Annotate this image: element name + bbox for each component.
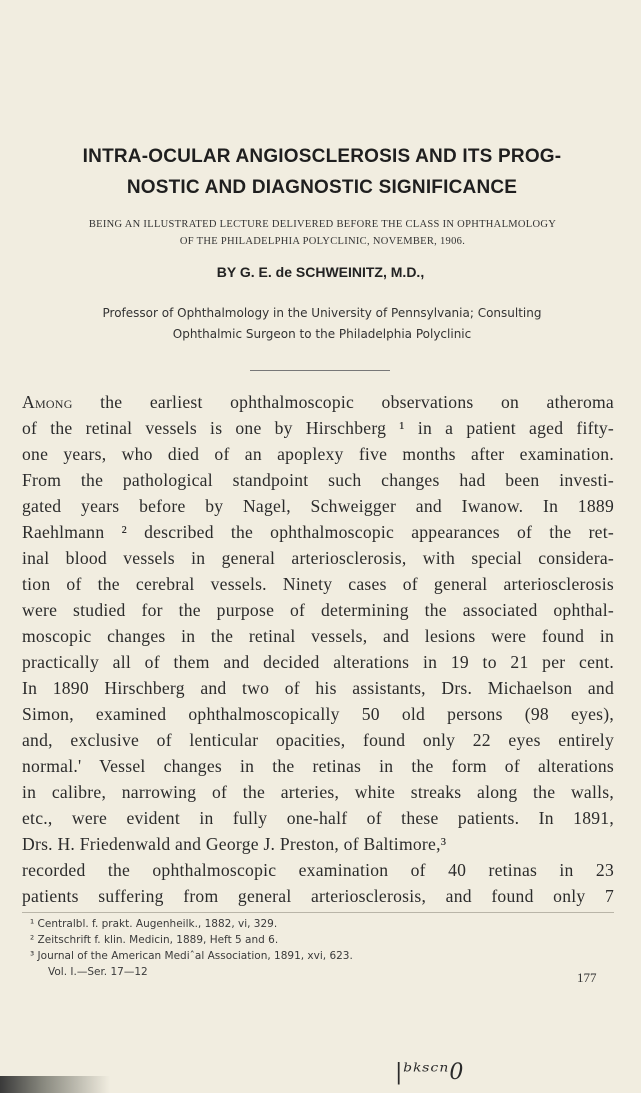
scan-edge-smudge xyxy=(0,1076,110,1093)
body-line: In 1890 Hirschberg and two of his assistants, Drs. Michaelson and xyxy=(22,678,614,698)
author-byline: BY G. E. de SCHWEINITZ, M.D., xyxy=(216,264,425,280)
body-line-1-rest: the earliest ophthalmoscopic observations on atheroma xyxy=(72,392,614,412)
article-title-line-1: INTRA-OCULAR ANGIOSCLEROSIS AND ITS PROG- xyxy=(82,146,562,167)
page-number: 177 xyxy=(577,970,597,985)
footnote-divider xyxy=(22,912,614,913)
footnote-2: ² Zeitschrift f. klin. Medicin, 1889, Heft 5 and 6. xyxy=(30,934,279,946)
article-title-line-2: NOSTIC AND DIAGNOSTIC SIGNIFICANCE xyxy=(126,177,518,198)
body-line: patients suffering from general arteriosclerosis, and found only 7 xyxy=(22,886,614,906)
body-line: one years, who died of an apoplexy five months after examination. xyxy=(22,444,614,464)
body-line: From the pathological standpoint such changes had been investi- xyxy=(22,470,614,490)
body-line: practically all of them and decided alterations in 19 to 21 per cent. xyxy=(22,652,614,672)
handwritten-stamp: |ᵇᵏˢᶜⁿ0 xyxy=(395,1060,465,1085)
drop-word: Among xyxy=(22,392,73,412)
affiliation-line-1: Professor of Ophthalmology in the University of Pennsylvania; Consulting xyxy=(102,306,542,320)
footnote-1: ¹ Centralbl. f. prakt. Augenheilk., 1882, vi, 329. xyxy=(30,918,278,930)
body-line: Drs. H. Friedenwald and George J. Preston, of Baltimore,³ xyxy=(22,834,447,854)
subtitle-line-1: BEING AN ILLUSTRATED LECTURE DELIVERED BEFORE THE CLASS IN OPHTHALMOLOGY xyxy=(88,219,557,230)
signature-mark: Vol. I.—Ser. 17—12 xyxy=(48,966,148,978)
body-line: Raehlmann ² described the ophthalmoscopic appearances of the ret- xyxy=(22,522,614,542)
body-line: of the retinal vessels is one by Hirschberg ¹ in a patient aged fifty- xyxy=(22,418,614,438)
body-line: gated years before by Nagel, Schweigger and Iwanow. In 1889 xyxy=(22,496,614,516)
body-line: were studied for the purpose of determining the associated ophthal- xyxy=(22,600,614,620)
body-line-1 xyxy=(22,392,614,413)
footnote-3: ³ Journal of the American Mediˆal Association, 1891, xvi, 623. xyxy=(30,950,353,962)
body-line: moscopic changes in the retinal vessels, and lesions were found in xyxy=(22,626,614,646)
affiliation-line-2: Ophthalmic Surgeon to the Philadelphia Polyclinic xyxy=(172,327,472,341)
body-line: Simon, examined ophthalmoscopically 50 old persons (98 eyes), xyxy=(22,704,614,724)
subtitle-line-2: OF THE PHILADELPHIA POLYCLINIC, NOVEMBER, 1906. xyxy=(179,236,466,247)
body-line: recorded the ophthalmoscopic examination of 40 retinas in 23 xyxy=(22,860,614,880)
body-line: and, exclusive of lenticular opacities, found only 22 eyes entirely xyxy=(22,730,614,750)
body-line: inal blood vessels in general arteriosclerosis, with special considera- xyxy=(22,548,614,568)
body-line: tion of the cerebral vessels. Ninety cases of general arteriosclerosis xyxy=(22,574,614,594)
body-line: normal.' Vessel changes in the retinas in the form of alterations xyxy=(22,756,614,776)
body-line: in calibre, narrowing of the arteries, white streaks along the walls, xyxy=(22,782,614,802)
section-divider xyxy=(250,370,390,371)
body-line: etc., were evident in fully one-half of these patients. In 1891, xyxy=(22,808,614,828)
